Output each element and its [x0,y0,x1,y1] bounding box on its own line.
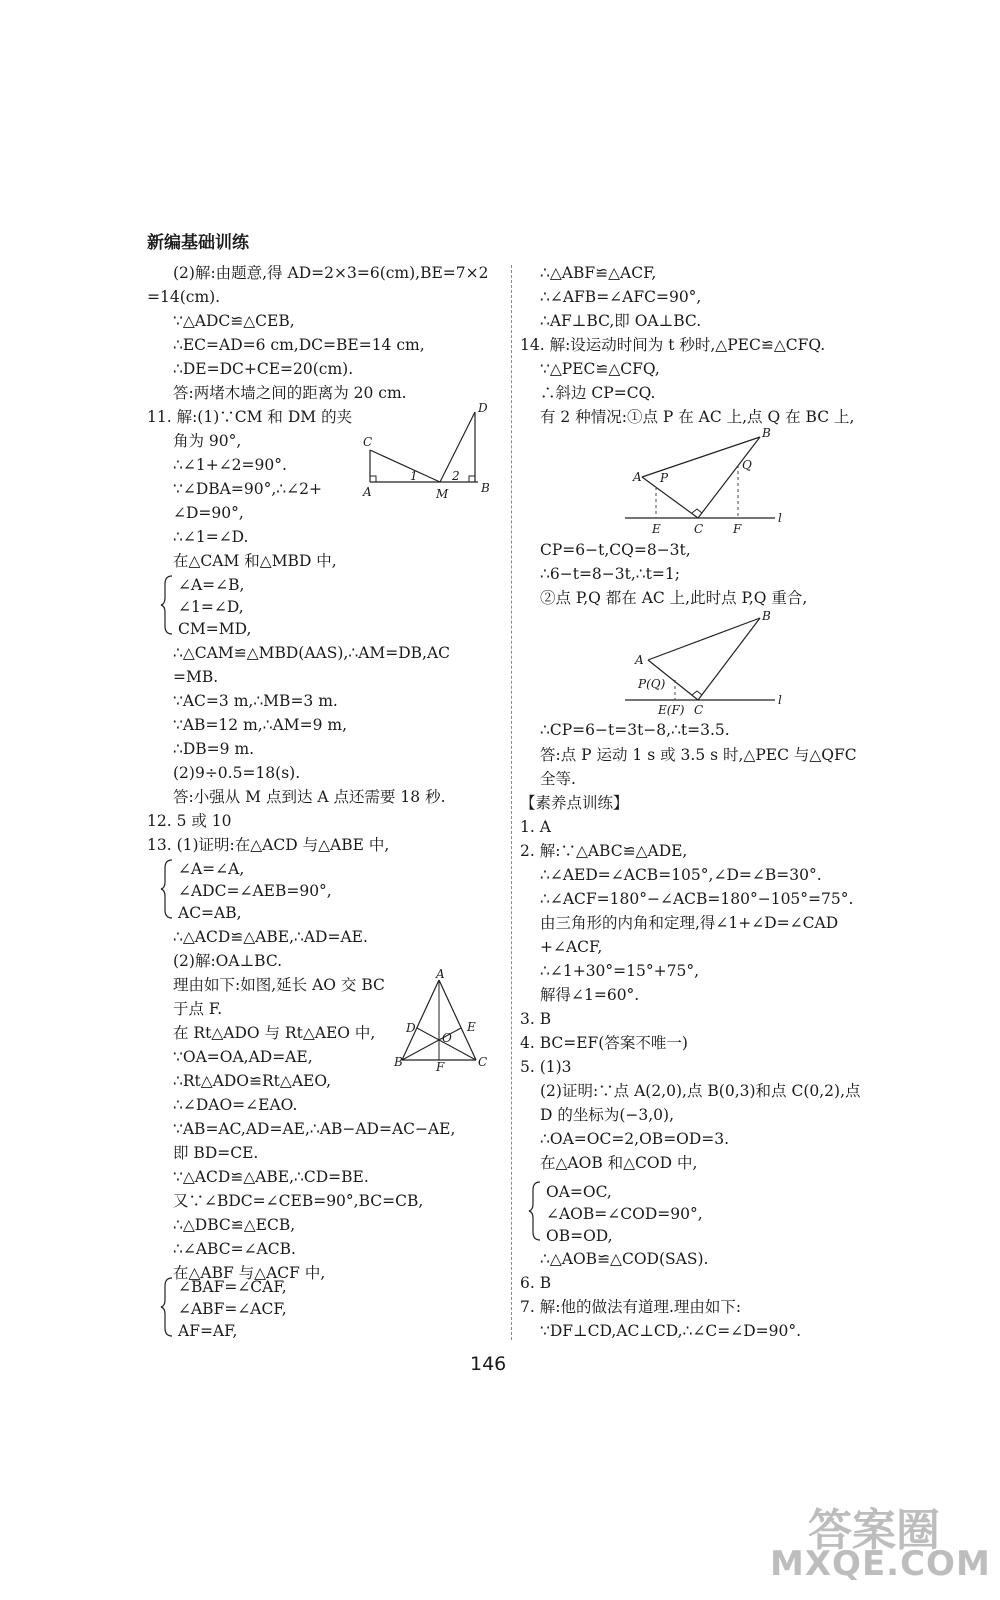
text-line: ∴∠ABC=∠ACB. [173,1240,296,1258]
text-line: ∴∠AED=∠ACB=105°,∠D=∠B=30°. [540,866,822,884]
text-line: 解得∠1=60°. [540,986,640,1004]
text-line: ∴∠1+30°=15°+75°, [540,962,700,980]
fig11-label: A [363,485,372,499]
text-line: (2)9÷0.5=18(s). [173,764,301,782]
brace-13b [160,1276,174,1338]
text-line: D 的坐标为(−3,0), [540,1106,675,1124]
fig13-label: A [436,967,445,981]
fig13-label: E [467,1020,476,1034]
text-line: 角为 90°, [173,432,242,450]
page-number: 146 [470,1353,507,1375]
text-line: ∴△AOB≌△COD(SAS). [540,1250,709,1268]
text-line: OA=OC, [546,1183,612,1201]
text-line: 由三角形的内角和定理,得∠1+∠D=∠CAD [540,914,839,932]
text-line: ∴△ACD≌△ABE,∴AD=AE. [173,928,368,946]
text-line: ∴斜边 CP=CQ. [540,384,656,402]
text-line: ∵AB=AC,AD=AE,∴AB−AD=AC−AE, [173,1120,456,1138]
text-line: (2)证明:∵点 A(2,0),点 B(0,3)和点 C(0,2),点 [540,1082,861,1100]
text-line: 3. B [520,1010,552,1028]
text-line: ∴DE=DC+CE=20(cm). [173,360,354,378]
fig11-label: B [481,481,490,495]
text-line: ②点 P,Q 都在 AC 上,此时点 P,Q 重合, [540,589,808,607]
fig14b-label: C [694,703,704,717]
fig14b-label: P(Q) [638,677,666,691]
text-line: AC=AB, [178,904,242,922]
fig14b-label: A [635,653,644,667]
text-line: 于点 F. [173,1000,223,1018]
fig11-label: 1 [410,469,418,483]
fig13-label: O [442,1031,452,1045]
text-line: 即 BD=CE. [173,1144,259,1162]
text-line: ∵AC=3 m,∴MB=3 m. [173,692,338,710]
fig11-label: 2 [452,469,460,483]
text-line: ∴OA=OC=2,OB=OD=3. [540,1130,730,1148]
header-title: 新编基础训练 [147,233,249,253]
text-line: ∠ADC=∠AEB=90°, [178,882,332,900]
text-line: 在 Rt△ADO 与 Rt△AEO 中, [173,1024,376,1042]
fig14a-label: l [778,511,782,525]
text-line: 6. B [520,1274,552,1292]
text-line: ∴CP=6−t=3t−8,∴t=3.5. [540,721,730,739]
text-line: ∴∠AFB=∠AFC=90°, [540,288,702,306]
text-line: ∴△CAM≌△MBD(AAS),∴AM=DB,AC [173,644,451,662]
text-line: =14(cm). [147,288,221,306]
watermark-logo: 答案圈 [808,1505,940,1556]
fig11-label: D [478,401,488,415]
fig13-label: B [394,1055,403,1069]
text-line: ∠ABF=∠ACF, [178,1300,287,1318]
fig13-label: C [478,1055,488,1069]
text-line: AF=AF, [178,1322,238,1340]
text-line: 答:点 P 运动 1 s 或 3.5 s 时,△PEC 与△QFC [540,746,857,764]
text-line: 12. 5 或 10 [147,812,232,830]
text-line: ∴△ABF≌△ACF, [540,264,657,282]
text-line: 在△ABF 与△ACF 中, [173,1264,326,1282]
text-line: ∴∠ACF=180°−∠ACB=180°−105°=75°. [540,890,854,908]
fig14b-label: E(F) [658,703,685,717]
text-line: ∵△ADC≌△CEB, [173,312,295,330]
text-line: 4. BC=EF(答案不唯一) [520,1034,688,1052]
text-line: ∴EC=AD=6 cm,DC=BE=14 cm, [173,336,425,354]
text-line: 答:两堵木墙之间的距离为 20 cm. [173,384,407,402]
watermark-url: MXQE.COM [770,1544,991,1584]
fig14b-label: l [778,693,782,707]
text-line: 2. 解:∵△ABC≌△ADE, [520,842,688,860]
text-line: ∴AF⊥BC,即 OA⊥BC. [540,312,702,330]
text-line: ∵AB=12 m,∴AM=9 m, [173,716,348,734]
text-line: ∴Rt△ADO≌Rt△AEO, [173,1072,332,1090]
text-line: ∴DB=9 m. [173,740,255,758]
text-line: 又∵∠BDC=∠CEB=90°,BC=CB, [173,1192,424,1210]
fig14a-label: P [660,471,669,485]
text-line: 答:小强从 M 点到达 A 点还需要 18 秒. [173,788,446,806]
text-line: ∵△ACD≌△ABE,∴CD=BE. [173,1168,369,1186]
fig14a-label: F [733,522,742,536]
text-line: ∴∠1=∠D. [173,528,249,546]
text-line: ∵∠DBA=90°,∴∠2+ [173,480,322,498]
fig14b-label: B [762,609,771,623]
brace-5 [528,1180,542,1242]
fig13-label: F [436,1060,445,1074]
text-line: CM=MD, [178,620,252,638]
text-line: 理由如下:如图,延长 AO 交 BC [173,976,385,994]
text-line: ∠A=∠A, [178,860,245,878]
text-line: 11. 解:(1)∵CM 和 DM 的夹 [147,408,353,426]
fig14a-label: E [652,522,661,536]
text-line: 在△CAM 和△MBD 中, [173,552,337,570]
text-line: ∠D=90°, [173,504,244,522]
text-line: =MB. [173,668,219,686]
text-line: ∴△DBC≌△ECB, [173,1216,296,1234]
text-line: ∵OA=OA,AD=AE, [173,1048,313,1066]
text-line: ∴∠1+∠2=90°. [173,456,287,474]
fig13-label: D [406,1021,416,1035]
figure-13 [394,968,494,1073]
text-line: 【素养点训练】 [520,794,629,812]
text-line: ∴6−t=8−3t,∴t=1; [540,565,680,583]
fig11-label: M [436,487,449,501]
brace-11 [160,574,174,636]
text-line: 14. 解:设运动时间为 t 秒时,△PEC≌△CFQ. [520,336,826,354]
text-line: ∠A=∠B, [178,576,245,594]
text-line: 全等. [540,770,576,788]
text-line: 7. 解:他的做法有道理.理由如下: [520,1298,742,1316]
text-line: +∠ACF, [540,938,603,956]
text-line: OB=OD, [546,1227,613,1245]
text-line: ∠AOB=∠COD=90°, [546,1205,703,1223]
text-line: 13. (1)证明:在△ACD 与△ABE 中, [147,836,390,854]
fig14a-label: A [633,470,642,484]
text-line: 5. (1)3 [520,1058,572,1076]
fig14a-label: C [694,522,704,536]
text-line: ∴∠DAO=∠EAO. [173,1096,298,1114]
figure-14a [620,425,790,540]
text-line: ∵△PEC≌△CFQ, [540,360,660,378]
text-line: 在△AOB 和△COD 中, [540,1154,698,1172]
figure-14b [620,608,790,718]
text-line: ∠BAF=∠CAF, [178,1278,287,1296]
fig14a-label: Q [742,458,752,472]
fig14a-label: B [762,426,771,440]
text-line: ∠1=∠D, [178,598,244,616]
text-line: (2)解:由题意,得 AD=2×3=6(cm),BE=7×2 [173,264,489,282]
text-line: ∵DF⊥CD,AC⊥CD,∴∠C=∠D=90°. [540,1322,802,1340]
text-line: 有 2 种情况:①点 P 在 AC 上,点 Q 在 BC 上, [540,408,855,426]
text-line: CP=6−t,CQ=8−3t, [540,541,691,559]
text-line: 1. A [520,818,551,836]
brace-13a [160,858,174,920]
text-line: (2)解:OA⊥BC. [173,952,283,970]
figure-11 [360,400,500,500]
column-divider [511,265,512,1340]
fig11-label: C [363,435,373,449]
